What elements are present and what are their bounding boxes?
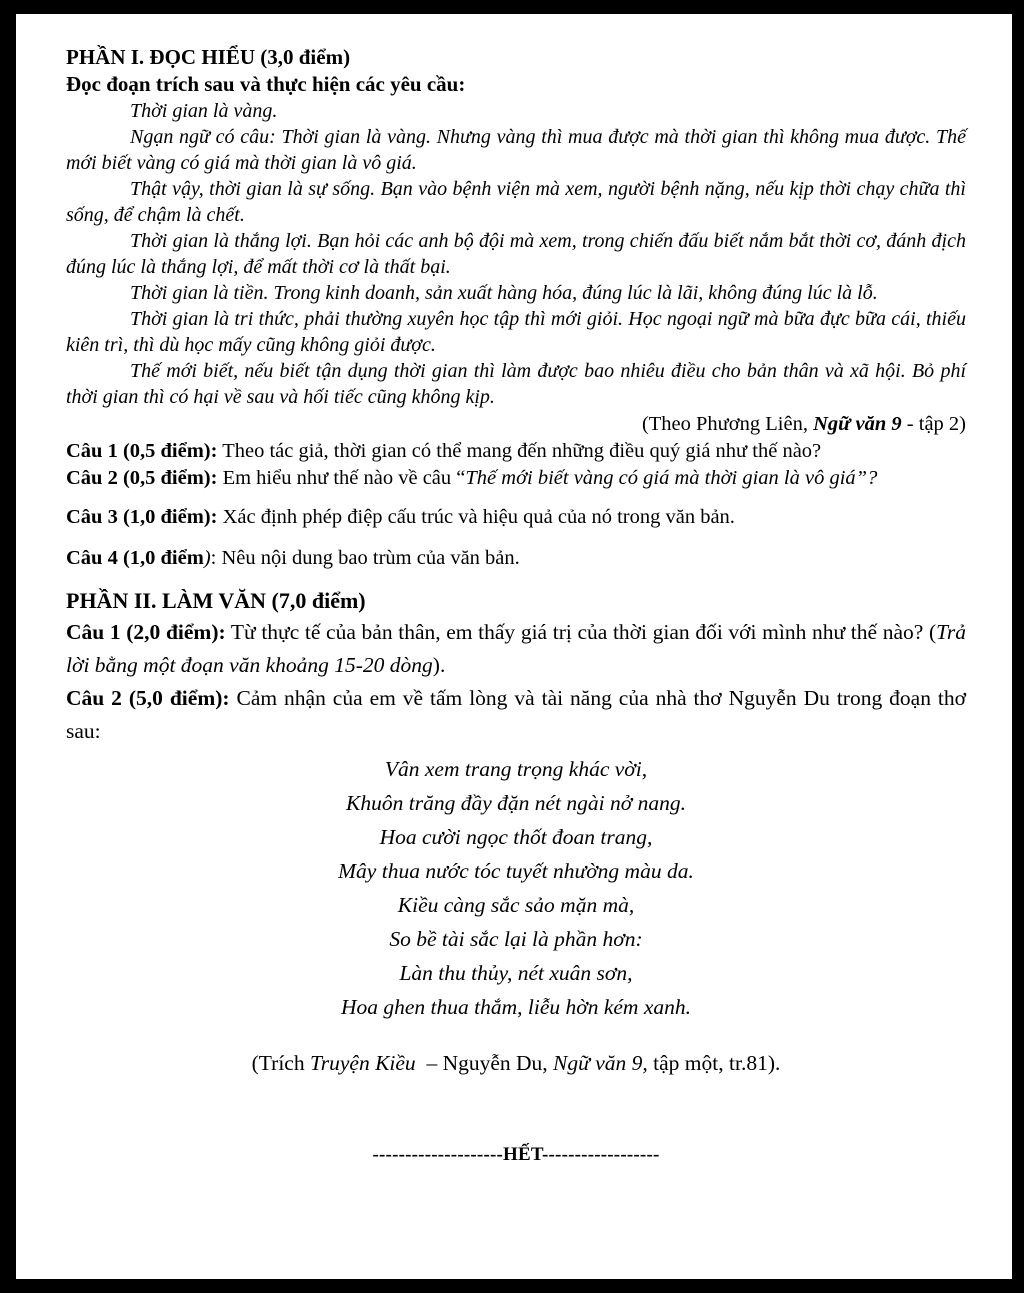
end-mark: --------------------HẾT------------------ — [372, 1144, 660, 1165]
passage-paragraph: Thời gian là vàng. — [130, 100, 278, 122]
poem-line: Làn thu thủy, nét xuân sơn, — [399, 961, 633, 985]
poem-line: Khuôn trăng đầy đặn nét ngài nở nang. — [346, 791, 686, 815]
part1-question-3: Câu 3 (1,0 điểm): Xác định phép điệp cấu trúc và hiệu quả của nó trong văn bản. — [66, 506, 735, 528]
passage-paragraph: Thời gian là tiền. Trong kinh doanh, sản xuất hàng hóa, đúng lúc là lãi, không đúng lúc là lỗ. — [130, 282, 878, 304]
part2-question-2: Câu 2 (5,0 điểm): Cảm nhận của em về tấm lòng và tài năng của nhà thơ Nguyễn Du trong đoạn thơ sau: — [66, 686, 966, 743]
part1-question-1: Câu 1 (0,5 điểm): Theo tác giả, thời gian có thể mang đến những điều quý giá như thế nào? — [66, 440, 822, 462]
passage-paragraph: Thật vậy, thời gian là sự sống. Bạn vào bệnh viện mà xem, người bệnh nặng, nếu kịp thời chạy chữa thì sống, để chậm là chết. — [66, 178, 966, 226]
exam-page — [16, 14, 1012, 1279]
poem-citation: (Trích Truyện Kiều – Nguyễn Du, Ngữ văn 9, tập một, tr.81). — [251, 1051, 781, 1075]
passage-paragraph: Ngạn ngữ có câu: Thời gian là vàng. Nhưng vàng thì mua được mà thời gian thì không mua được. Thế mới biết vàng có giá mà thời gian là vô giá. — [66, 126, 966, 174]
poem-line: Hoa ghen thua thắm, liễu hờn kém xanh. — [340, 995, 692, 1019]
part2-heading: PHẦN II. LÀM VĂN (7,0 điểm) — [66, 588, 366, 613]
reading-passage — [66, 98, 966, 410]
source-book: Ngữ văn 9 — [813, 413, 902, 435]
part1-question-2: Câu 2 (0,5 điểm): Em hiểu như thế nào về câu “Thế mới biết vàng có giá mà thời gian là vô giá”? — [66, 467, 878, 489]
passage-paragraph: Thế mới biết, nếu biết tận dụng thời gian thì làm được bao nhiêu điều cho bản thân và xã hội. Bỏ phí thời gian thì có hại về sau và hối tiếc cũng không kịp. — [66, 360, 966, 408]
poem-line: Hoa cười ngọc thốt đoan trang, — [379, 825, 653, 849]
poem-line: So bề tài sắc lại là phần hơn: — [389, 927, 643, 951]
passage-paragraph: Thời gian là thắng lợi. Bạn hỏi các anh bộ đội mà xem, trong chiến đấu biết nắm bắt thời cơ, đánh địch đúng lúc là thắng lợi, để mất thời cơ là thất bại. — [66, 230, 966, 278]
passage-paragraph: Thời gian là tri thức, phải thường xuyên học tập thì mới giỏi. Học ngoại ngữ mà bữa đực bữa cái, thiếu kiên trì, thì dù học mấy cũng không giỏi được. — [66, 308, 966, 356]
poem-excerpt — [66, 752, 966, 1024]
part1-question-4: Câu 4 (1,0 điểm): Nêu nội dung bao trùm của văn bản. — [66, 547, 520, 569]
poem-line: Mây thua nước tóc tuyết nhường màu da. — [338, 859, 694, 883]
part1-instruction: Đọc đoạn trích sau và thực hiện các yêu cầu: — [66, 72, 466, 96]
poem-line: Kiều càng sắc sảo mặn mà, — [397, 893, 635, 917]
poem-line: Vân xem trang trọng khác vời, — [384, 757, 648, 781]
part2-question-1: Câu 1 (2,0 điểm): Từ thực tế của bản thân, em thấy giá trị của thời gian đối với mình như thế nào? (Trả lời bằng một đoạn văn khoảng 15-20 dòng). — [66, 620, 966, 677]
part1-heading: PHẦN I. ĐỌC HIỂU (3,0 điểm) — [66, 45, 351, 69]
passage-source: (Theo Phương Liên, Ngữ văn 9 - tập 2) — [641, 413, 966, 435]
